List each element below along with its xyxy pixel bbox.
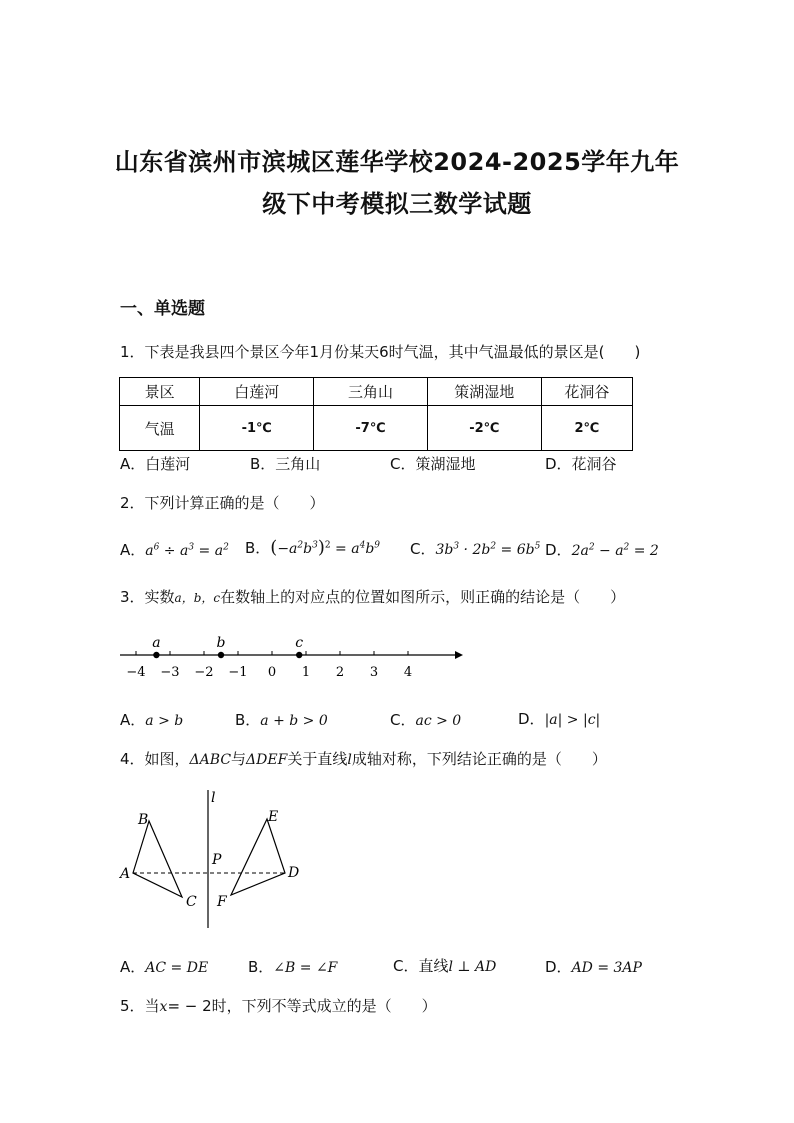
formula: $3b^3 \cdot 2b^2 = 6b^5$ xyxy=(435,541,541,558)
q4-option-a xyxy=(120,956,208,977)
question-5-stem xyxy=(120,995,437,1016)
table-header-cell: 白莲河 xyxy=(200,378,314,406)
label-e: E xyxy=(268,809,279,825)
point-label-a: a xyxy=(152,635,161,651)
axis-tick-label: 0 xyxy=(267,665,277,680)
label-l: l xyxy=(211,790,216,806)
axis-arrow-icon xyxy=(455,651,463,659)
point-c xyxy=(296,652,302,658)
stem-prefix: 4．如图， xyxy=(120,750,190,768)
point-b xyxy=(218,652,224,658)
label-b: B xyxy=(138,812,149,828)
page-title-line-2: 级下中考模拟三数学试题 xyxy=(262,190,532,218)
label-p: P xyxy=(212,852,222,868)
q3-option-a xyxy=(120,709,183,730)
table-cell: -2℃ xyxy=(427,406,541,451)
section-heading: 一、单选题 xyxy=(120,299,205,319)
triangle-def: ΔDEF xyxy=(246,752,288,768)
q4-option-c xyxy=(393,955,496,976)
option-label: A． xyxy=(120,711,146,729)
q3-option-b xyxy=(235,709,328,730)
variable-x: x xyxy=(159,999,168,1015)
q2-option-d xyxy=(545,539,659,560)
table-header-cell: 花洞谷 xyxy=(541,378,632,406)
axis-tick-label: 1 xyxy=(301,665,311,680)
formula: ac > 0 xyxy=(415,713,462,729)
option-label: D． xyxy=(518,710,545,728)
table-cell: -7℃ xyxy=(314,406,428,451)
q3-option-c xyxy=(390,709,461,730)
stem-prefix: 5．当 xyxy=(120,997,160,1015)
option-label: A． xyxy=(120,958,146,976)
table-header-cell: 景区 xyxy=(120,378,200,406)
option-label: C． xyxy=(393,957,419,975)
formula: l ⊥ AD xyxy=(448,959,497,975)
point-label-b: b xyxy=(216,635,226,651)
stem-variables: a，b，c xyxy=(174,591,221,605)
label-f: F xyxy=(217,894,227,910)
formula: |a| > |c| xyxy=(544,712,601,728)
triangle-abc: ΔABC xyxy=(189,752,232,768)
label-a: A xyxy=(120,866,131,882)
label-c: C xyxy=(186,894,197,910)
option-label: B． xyxy=(245,539,271,557)
formula: a + b > 0 xyxy=(260,713,328,729)
stem-mid: 与 xyxy=(231,750,247,768)
q2-option-a xyxy=(120,539,229,560)
option-label: B． xyxy=(248,958,274,976)
q1-option-d: D．花洞谷 xyxy=(545,455,617,473)
symmetry-figure xyxy=(110,785,310,935)
stem-suffix: 成轴对称，下列结论正确的是（ ） xyxy=(351,750,607,768)
table-row-label: 气温 xyxy=(120,406,200,451)
axis-tick-label: 3 xyxy=(369,665,379,680)
question-4-stem xyxy=(120,748,607,769)
q4-option-b xyxy=(248,956,337,977)
table-cell: -1℃ xyxy=(200,406,314,451)
line-l: l xyxy=(347,752,352,768)
formula: $2a^2 - a^2 = 2$ xyxy=(571,542,659,559)
formula: $a^6 \div a^3 = a^2$ xyxy=(145,542,229,559)
point-label-c: c xyxy=(295,635,304,651)
stem-prefix: 3．实数 xyxy=(120,588,175,606)
label-d: D xyxy=(288,865,300,881)
axis-tick-label: −1 xyxy=(228,665,248,680)
number-line-figure xyxy=(110,628,470,686)
axis-tick-label: −3 xyxy=(160,665,180,680)
formula: AC = DE xyxy=(145,960,209,976)
axis-tick-label: −4 xyxy=(126,665,146,680)
table-header-cell: 三角山 xyxy=(314,378,428,406)
q3-option-d xyxy=(518,708,600,729)
option-c-prefix: 直线 xyxy=(418,957,449,975)
option-label: D． xyxy=(545,541,572,559)
axis-tick-label: −2 xyxy=(194,665,214,680)
page-title-line-1: 山东省滨州市滨城区莲华学校2024-2025学年九年 xyxy=(114,148,680,176)
point-a xyxy=(153,652,159,658)
q2-option-c xyxy=(410,538,540,559)
question-2-stem: 2．下列计算正确的是（ ） xyxy=(120,494,325,512)
question-3-stem xyxy=(120,586,625,607)
option-label: C． xyxy=(390,711,416,729)
axis-tick-label: 2 xyxy=(335,665,345,680)
stem-suffix: 在数轴上的对应点的位置如图所示，则正确的结论是（ ） xyxy=(220,588,626,606)
formula: AD = 3AP xyxy=(571,960,642,976)
option-label: D． xyxy=(545,958,572,976)
question-1-stem: 1．下表是我县四个景区今年1月份某天6时气温，其中气温最低的景区是( ) xyxy=(120,343,641,361)
table-cell: 2℃ xyxy=(541,406,632,451)
triangle-abc-shape xyxy=(133,821,182,897)
q1-option-a: A．白莲河 xyxy=(120,455,191,473)
q1-option-b: B．三角山 xyxy=(250,455,321,473)
formula: ∠B = ∠F xyxy=(273,960,338,976)
option-label: B． xyxy=(235,711,261,729)
q2-option-b xyxy=(245,537,380,558)
option-label: A． xyxy=(120,541,146,559)
q4-option-d xyxy=(545,956,642,977)
stem-suffix: = − 2时，下列不等式成立的是（ ） xyxy=(167,997,437,1015)
stem-mid2: 关于直线 xyxy=(287,750,348,768)
triangle-def-shape xyxy=(231,819,285,895)
axis-tick-label: 4 xyxy=(403,665,413,680)
q1-option-c: C．策湖湿地 xyxy=(390,455,476,473)
formula: a > b xyxy=(145,713,184,729)
formula: $(-a^2b^3)^2 = a^4b^9$ xyxy=(270,537,381,558)
temperature-table xyxy=(119,377,633,451)
option-label: C． xyxy=(410,540,436,558)
table-header-cell: 策湖湿地 xyxy=(427,378,541,406)
